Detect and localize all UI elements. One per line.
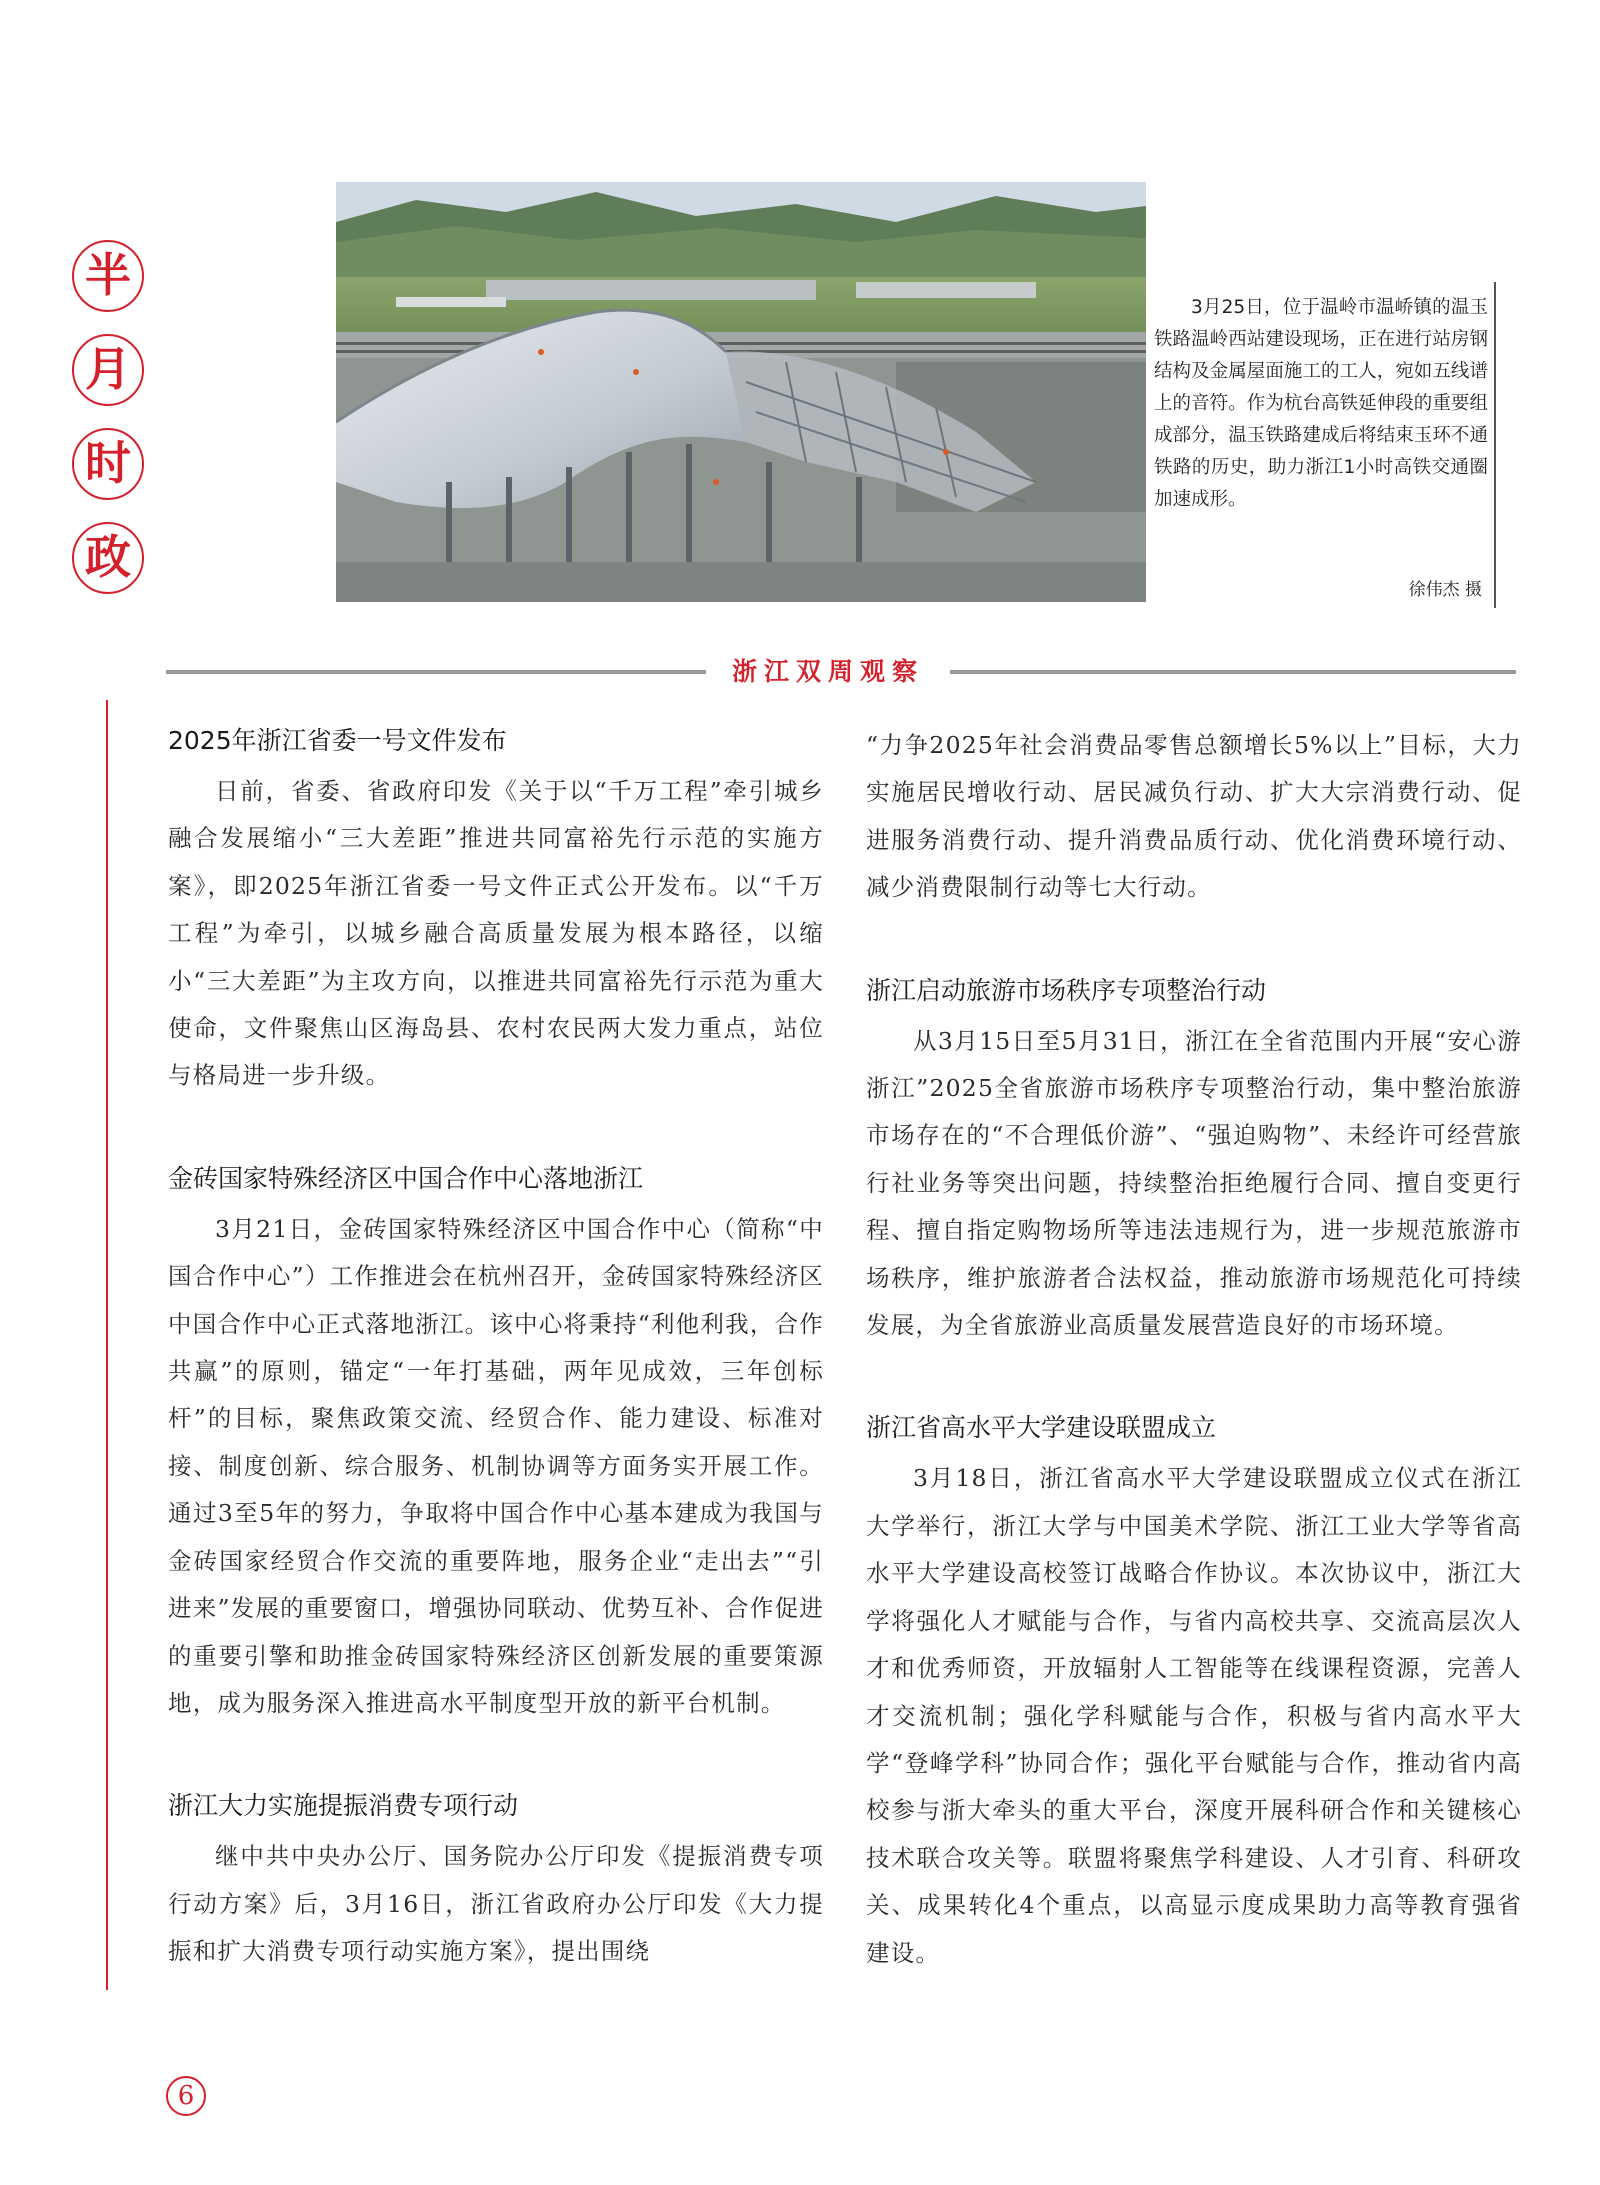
article	[168, 722, 824, 1100]
article-body: 继中共中央办公厅、国务院办公厅印发《提振消费专项行动方案》后，3月16日，浙江省政府办公厅印发《大力提振和扩大消费专项行动实施方案》，提出围绕	[168, 1842, 824, 1966]
article-headline: 浙江启动旅游市场秩序专项整治行动	[866, 975, 1267, 1005]
article-body: 从3月15日至5月31日，浙江在全省范围内开展“安心游浙江”2025全省旅游市场秩序专项整治行动，集中整治旅游市场存在的“不合理低价游”、“强迫购物”、未经许可经营旅行社业务等突出问题，持续整治拒绝履行合同、擅自变更行程、擅自指定购物场所等违法违规行为，进一步规范旅游市场秩序，维护旅游者合法权益，推动旅游市场规范化可持续发展，为全省旅游业高质量发展营造良好的市场环境。	[866, 1026, 1522, 1340]
vertical-red-rule	[106, 700, 108, 1990]
page-number: 6	[166, 2076, 206, 2116]
article-headline: 金砖国家特殊经济区中国合作中心落地浙江	[168, 1163, 644, 1193]
photo-credit: 徐伟杰 摄	[1408, 580, 1482, 600]
article-column-right	[866, 722, 1522, 2037]
photo-caption: 3月25日，位于温岭市温峤镇的温玉铁路温岭西站建设现场，正在进行站房钢结构及金属屋面施工的工人，宛如五线谱上的音符。作为杭台高铁延伸段的重要组成部分，温玉铁路建成后将结束玉环不通铁路的历史，助力浙江1小时高铁交通圈加速成形。	[1154, 297, 1488, 510]
article-headline: 浙江大力实施提振消费专项行动	[168, 1791, 519, 1821]
column-title-char: 政	[72, 522, 144, 594]
banner-rule-left	[166, 670, 706, 674]
construction-photo	[336, 182, 1146, 602]
article-continuation	[866, 722, 1522, 912]
article-column-left	[168, 722, 824, 2036]
section-label: 浙江双周观察	[731, 657, 924, 686]
article-body: 3月18日，浙江省高水平大学建设联盟成立仪式在浙江大学举行，浙江大学与中国美术学院、浙江工业大学等省高水平大学建设高校签订战略合作协议。本次协议中，浙江大学将强化人才赋能与合作，与省内高校共享、交流高层次人才和优秀师资，开放辐射人工智能等在线课程资源，完善人才交流机制；强化学科赋能与合作，积极与省内高水平大学“登峰学科”协同合作；强化平台赋能与合作，推动省内高校参与浙大牵头的重大平台，深度开展科研合作和关键核心技术联合攻关等。联盟将聚焦学科建设、人才引育、科研攻关、成果转化4个重点，以高显示度成果助力高等教育强省建设。	[866, 1464, 1522, 1967]
column-title-char: 时	[72, 428, 144, 500]
column-title-char: 半	[72, 240, 144, 312]
article-body-continued: “力争2025年社会消费品零售总额增长5%以上”目标，大力实施居民增收行动、居民减负行动、扩大大宗消费行动、促进服务消费行动、提升消费品质行动、优化消费环境行动、减少消费限制行动等七大行动。	[866, 731, 1522, 902]
article	[168, 1787, 824, 1975]
article-body: 日前，省委、省政府印发《关于以“千万工程”牵引城乡融合发展缩小“三大差距”推进共同富裕先行示范的实施方案》，即2025年浙江省委一号文件正式公开发布。以“千万工程”为牵引，以城乡融合高质量发展为根本路径，以缩小“三大差距”为主攻方向，以推进共同富裕先行示范为重大使命，文件聚焦山区海岛县、农村农民两大发力重点，站位与格局进一步升级。	[168, 777, 824, 1090]
article-body: 3月21日，金砖国家特殊经济区中国合作中心（简称“中国合作中心”）工作推进会在杭州召开，金砖国家特殊经济区中国合作中心正式落地浙江。该中心将秉持“利他利我，合作共赢”的原则，锚定“一年打基础，两年见成效，三年创标杆”的目标，聚焦政策交流、经贸合作、能力建设、标准对接、制度创新、综合服务、机制协调等方面务实开展工作。通过3至5年的努力，争取将中国合作中心基本建成为我国与金砖国家经贸合作交流的重要阵地，服务企业“走出去”“引进来”发展的重要窗口，增强协同联动、优势互补、合作促进的重要引擎和助推金砖国家特殊经济区创新发展的重要策源地，成为服务深入推进高水平制度型开放的新平台机制。	[168, 1214, 824, 1717]
article-headline: 浙江省高水平大学建设联盟成立	[866, 1413, 1217, 1443]
article-headline: 2025年浙江省委一号文件发布	[168, 726, 507, 755]
column-title	[72, 240, 144, 616]
article	[866, 1409, 1522, 1976]
column-title-char: 月	[72, 334, 144, 406]
article	[866, 972, 1522, 1350]
banner-rule-right	[950, 670, 1516, 674]
article	[168, 1160, 824, 1727]
